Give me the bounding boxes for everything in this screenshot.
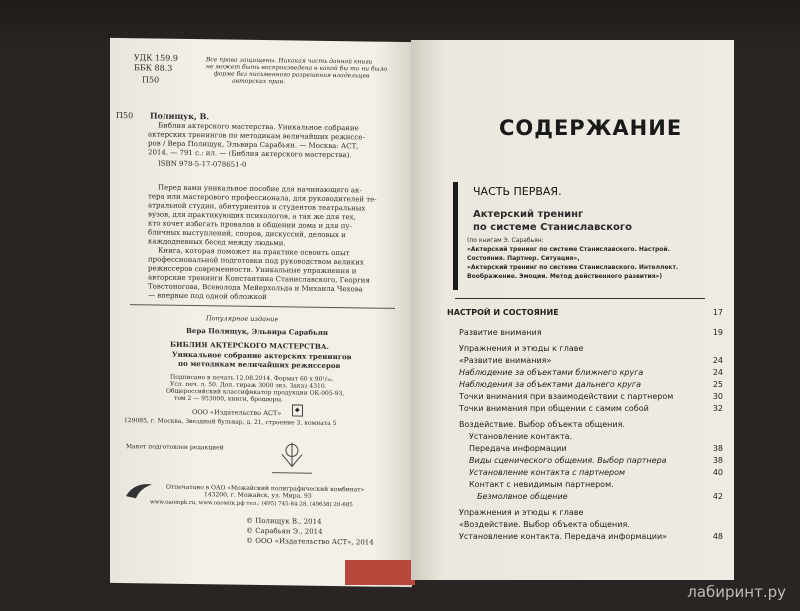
divider [455,298,705,299]
toc-entry-label: Точки внимания при взаимодействии с партнером [459,392,674,401]
toc-entry [459,420,723,429]
toc-entry-label: Установление контакта. Передача информации» [459,532,668,541]
toc-entry-label: Воздействие. Выбор объекта общения. [459,420,625,429]
toc-entry-label: Виды сценического общения. Выбор партнера [469,456,667,465]
toc-entry-label: НАСТРОЙ И СОСТОЯНИЕ [447,308,559,317]
toc-entry-label: Упражнения и этюды к главе [459,508,584,517]
toc-entry [469,456,723,465]
toc-entry [477,492,723,501]
toc-entry [459,508,723,517]
toc-entry-label: «Развитие внимания» [459,356,552,365]
toc-entry [469,432,723,441]
biblio-line: Библия актерского мастерства. Уникальное собрание [158,121,359,133]
toc-entry [447,308,723,317]
rights-line: Все права защищены. Никакая часть данной книги [206,56,373,66]
part-title: по системе Станиславского [473,222,632,233]
left-page [110,38,412,587]
part-note: «Актерский тренинг по системе Станиславского. Интеллект. [467,264,679,271]
code: П50 [142,75,160,85]
copyright: © Полищук В., 2014 [246,516,322,526]
toc-entry-label: Точки внимания при общении с самим собой [459,404,649,413]
part-label: ЧАСТЬ ПЕРВАЯ. [473,185,562,198]
book-edge [345,560,415,585]
toc-entry-page: 32 [712,404,723,413]
toc-entry-page: 30 [712,392,723,401]
toc-entry [469,444,723,453]
biblio-line: ров / Вера Полищук, Эльвира Сарабьян. — Москва: АСТ, [148,139,359,151]
toc-entry-page: 42 [712,492,723,501]
toc-entry-page: 40 [712,468,723,477]
toc-entry-page: 17 [712,308,723,317]
toc-entry [459,520,723,529]
toc-entry-label: Безмолвное общение [477,492,568,501]
divider [130,304,395,309]
biblio-line: актерских тренингов по методикам величайших режиссе- [148,130,365,142]
annotation-line: режиссеров современности. Уникальные упражнения и [148,264,357,276]
book-subtitle: Уникальное собрание актерских тренингов [172,349,352,362]
part-note: «Актерский тренинг по системе Станиславского. Настрой. [467,246,670,253]
annotation-line: Товстоногова, Всеволода Мейерхольда и Михаила Чехова [148,282,363,294]
rights-line: форме без письменного разрешения владельцев [214,70,370,80]
printed-line: 143200, г. Можайск, ул. Мира, 93 [204,491,312,500]
contents-heading: СОДЕРЖАНИЕ [499,116,683,140]
biblio-line: 2014. — 791 с.: ил. — (Библия актерского мастерства). [148,148,352,160]
annotation-line: каждодневных бесед между людьми. [148,237,286,248]
part-note: Состояния. Партнер. Ситуация», [467,255,580,262]
printed-line: www.oaompk.ru, www.oaoмпк.рф тел.: (495) 745-84-28, (49638) 20-685 [150,499,353,509]
annotation-line: атральной студии, абитуриентов и студентов театральных [148,201,366,213]
toc-entry [459,344,723,353]
author: Полищук, В. [150,110,210,122]
copyright: © Сарабьян Э., 2014 [246,526,323,536]
rights-line: не может быть воспроизведена в какой бы то ни было [206,63,388,73]
toc-entry-label: Передача информации [469,444,567,453]
layout-note: Макет подготовлен редакцией [126,443,224,452]
toc-entry [469,480,723,489]
toc-entry-label: «Воздействие. Выбор объекта общения. [459,520,630,529]
code2: П50 [116,110,134,121]
print-line: Подписано в печать 12.08.2014. Формат 60 x 90¹/₁₆. [170,373,334,384]
annotation-line: — впервые под одной обложкой [148,291,267,302]
annotation-line: кто хочет избегать провалов в общении дома и для пу- [148,219,352,231]
publisher-address: 129085, г. Москва, Звездный бульвар, д. 21, строение 3, комната 5 [124,417,337,428]
toc-entry [459,368,723,377]
toc-entry [459,392,723,401]
rights-line: авторских прав. [232,77,285,86]
copyright: © ООО «Издательство АСТ», 2014 [246,536,374,547]
annotation-line: Перед вами уникальное пособие для начинающего ак- [158,183,362,195]
toc-entry-label: Наблюдение за объектами ближнего круга [459,368,644,377]
annotation-line: авторские тренинги Константина Станиславского, Георгия [148,273,370,285]
popular-label: Популярное издание [206,314,279,324]
printed-line: Отпечатано в ОАО «Можайский полиграфический комбинат» [166,483,365,494]
toc-entry-label: Развитие внимания [459,328,542,337]
part-note: Воображение. Эмоции. Метод действенного развития») [467,273,663,280]
publisher: ООО «Издательство АСТ» [192,408,282,418]
annotation-line: вузов, для практикующих психологов, а так же для тех, [148,210,356,222]
toc-entry [459,380,723,389]
toc-entry [459,328,723,337]
annotation-line: тера или мастерового профессионала, для руководителей те- [148,192,377,204]
toc-entry-page: 48 [712,532,723,541]
udk: УДК 159.9 [134,53,178,63]
book-authors: Вера Полищук, Эльвира Сарабьян [186,325,329,337]
print-line: том 2 — 953000, книги, брошюры. [174,394,283,404]
toc-entry [459,356,723,365]
toc-entry-page: 38 [712,444,723,453]
toc-entry-label: Наблюдения за объектами дальнего круга [459,380,642,389]
printer-logo-icon [124,478,154,500]
toc-entry-label: Контакт с невидимым партнером. [469,480,614,489]
part-title: Актерский тренинг [473,209,584,220]
annotation-line: профессиональной подготовки под руководством великих [148,255,364,267]
right-page [411,40,734,580]
part-note: (по книгам Э. Сарабьян: [467,237,544,244]
toc-entry-page: 38 [712,456,723,465]
toc-entry-label: Установление контакта с партнером [469,468,626,477]
isbn: ISBN 978-5-17-078651-0 [158,159,247,169]
print-line: Общероссийский классификатор продукции ОК-005-93, [166,387,345,398]
watermark: лабиринт.ру [687,583,786,601]
part-bar [453,182,458,290]
toc-entry-label: Упражнения и этюды к главе [459,344,584,353]
toc-entry [469,468,723,477]
publisher-logo-icon: ◆ [292,404,303,416]
annotation-line: бличных выступлений, споров, дискуссий, деловых и [148,228,346,240]
eco-logo-icon [272,440,312,474]
book-title: БИБЛИЯ АКТЕРСКОГО МАСТЕРСТВА. [170,339,329,351]
toc-entry-page: 25 [712,380,723,389]
toc-entry-page: 24 [712,356,723,365]
annotation-line: Книга, которая поможет на практике освоить опыт [158,246,350,258]
bbk: ББК 88.3 [134,63,173,73]
toc-entry [459,404,723,413]
print-line: Усл. печ. л. 50. Доп. тираж 3000 экз. Заказ 4310. [170,380,327,390]
toc-entry [459,532,723,541]
toc-entry-page: 24 [712,368,723,377]
book-subtitle: по методикам величайших режиссеров [178,358,341,371]
toc-entry-label: Установление контакта. [469,432,573,441]
toc-entry-page: 19 [712,328,723,337]
